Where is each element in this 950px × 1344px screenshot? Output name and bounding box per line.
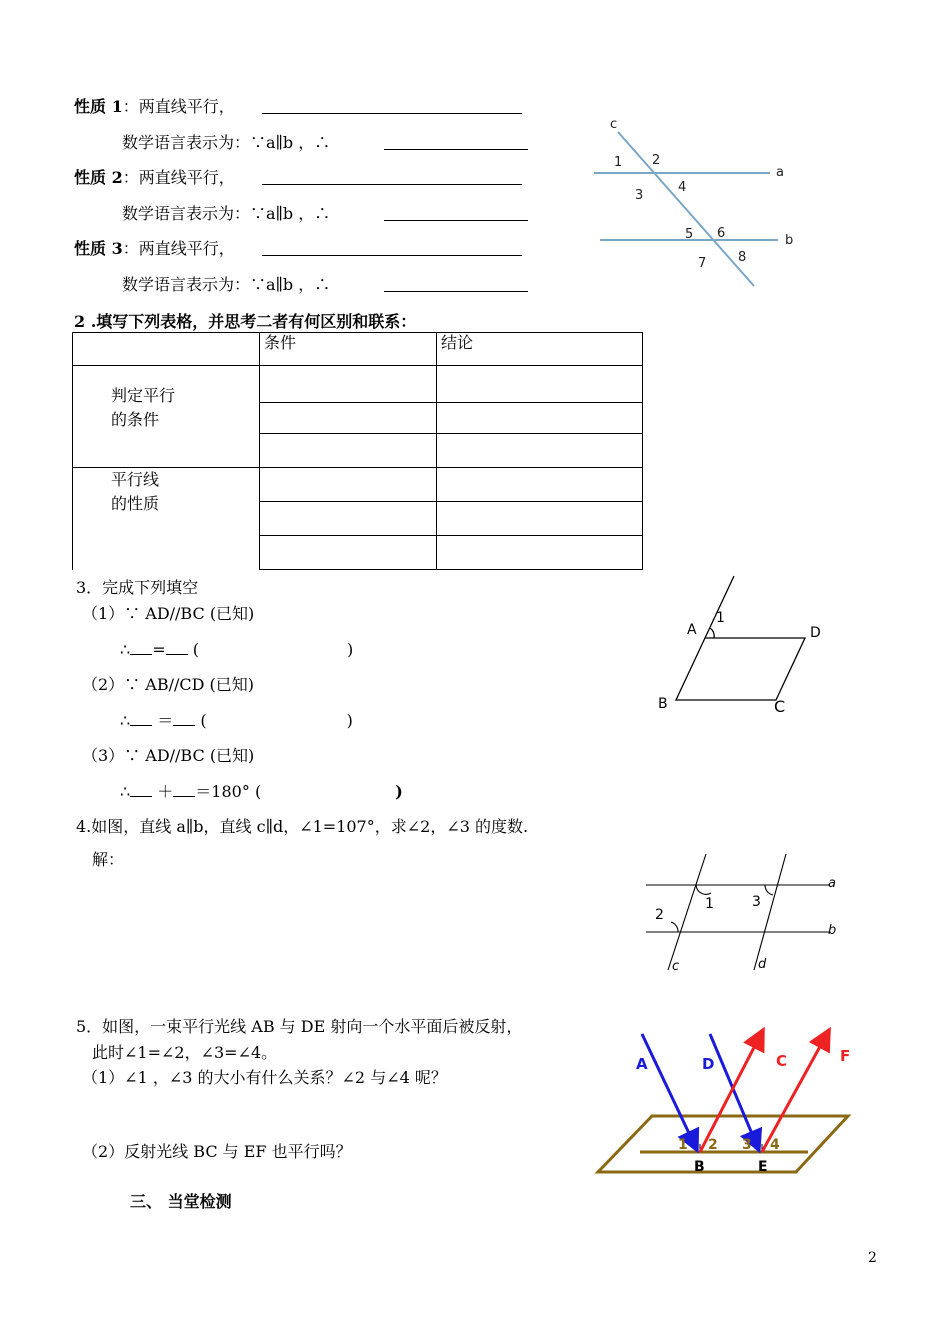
transversal-c: [618, 132, 754, 286]
angle-1-arc: [710, 628, 714, 638]
table-cell[interactable]: [260, 366, 437, 403]
problem-4: 4.如图，直线 a∥b，直线 c∥d，∠1=107°，求∠2，∠3 的度数.: [76, 817, 529, 836]
problem-3-2-answer: ∴ ＝ ( ): [120, 711, 353, 730]
light-reflection-figure: [590, 1018, 860, 1188]
blank-line[interactable]: [384, 277, 528, 292]
problem-5-question-1: （1）∠1 ，∠3 的大小有什么关系？∠2 与∠4 呢？: [82, 1068, 447, 1087]
parallelogram-abcd: [676, 638, 805, 700]
problem-3-1-answer: ∴ = ( ): [120, 640, 354, 659]
blank-angle[interactable]: [166, 640, 188, 655]
math-expression: 数学语言表示为：∵a∥b ，∴: [122, 133, 331, 152]
blank-angle[interactable]: [173, 782, 195, 797]
table-cell[interactable]: [437, 366, 643, 403]
angle-1-arc: [696, 885, 711, 894]
table-cell[interactable]: [437, 468, 643, 502]
section-check-title: 三、 当堂检测: [130, 1192, 232, 1211]
point-label-b: B: [694, 1159, 705, 1175]
angle-label-1: 1: [705, 896, 714, 912]
angle-label-1: 1: [716, 610, 725, 626]
blank-line[interactable]: [384, 206, 528, 221]
problem-3-3-answer: ∴ ＋ ＝180° ( ): [120, 782, 403, 801]
row-parallel-conditions: 判定平行 的条件: [73, 366, 260, 468]
angle-label-5: 5: [685, 227, 694, 242]
label-a: a: [828, 876, 836, 891]
property-1-label: 性质 1：两直线平行，: [74, 97, 235, 116]
angle-3-arc: [765, 885, 773, 895]
line-d: [754, 854, 786, 970]
blank-line[interactable]: [262, 99, 522, 114]
angle-label-3: 3: [752, 894, 761, 910]
label-c: c: [610, 117, 618, 132]
label-c: C: [776, 1052, 788, 1070]
label-c: c: [672, 959, 680, 974]
table-cell[interactable]: [437, 502, 643, 536]
angle-label-7: 7: [698, 256, 707, 271]
table-header-empty: [73, 333, 260, 366]
section-3-title: 3．完成下列填空: [76, 578, 199, 597]
problem-5-question-2: （2）反射光线 BC 与 EF 也平行吗？: [82, 1142, 352, 1161]
table-cell[interactable]: [260, 502, 437, 536]
table-cell[interactable]: [260, 403, 437, 434]
blank-angle[interactable]: [130, 782, 152, 797]
section-2-title: 2 .填写下列表格，并思考二者有何区别和联系：: [74, 312, 417, 331]
angle-label-2: 2: [708, 1137, 718, 1153]
angle-label-4: 4: [678, 180, 687, 195]
horizontal-plane: [598, 1116, 848, 1172]
vertex-label-a: A: [687, 622, 697, 638]
problem-3-1-given: （1）∵ AD//BC (已知): [82, 604, 255, 623]
vertex-label-d: D: [810, 625, 821, 641]
blank-angle[interactable]: [130, 640, 152, 655]
table-header-conclusion: 结论: [437, 333, 643, 366]
comparison-table: [72, 332, 643, 570]
label-a: A: [636, 1055, 648, 1073]
vertex-label-b: B: [658, 696, 668, 712]
angle-label-8: 8: [738, 250, 747, 265]
property-3-label: 性质 3：两直线平行，: [74, 239, 235, 258]
reflected-ray-ef: [762, 1032, 828, 1152]
table-cell[interactable]: [260, 468, 437, 502]
label-d: d: [758, 957, 767, 972]
angle-label-1: 1: [678, 1137, 688, 1153]
vertex-label-c: C: [774, 697, 786, 716]
table-cell[interactable]: [437, 403, 643, 434]
incident-ray-ab: [642, 1034, 696, 1148]
table-cell[interactable]: [437, 536, 643, 570]
blank-line[interactable]: [262, 241, 522, 256]
angle-label-3: 3: [635, 188, 644, 203]
math-expression: 数学语言表示为：∵a∥b ，∴: [122, 204, 331, 223]
solution-label: 解：: [92, 850, 125, 869]
blank-line[interactable]: [384, 135, 528, 150]
angle-label-4: 4: [770, 1137, 780, 1153]
problem-3-2-given: （2）∵ AB//CD (已知): [82, 675, 255, 694]
problem-3-3-given: （3）∵ AD//BC (已知): [82, 746, 255, 765]
blank-angle[interactable]: [130, 711, 152, 726]
row-parallel-properties: 平行线 的性质: [73, 468, 260, 570]
angle-2-arc: [671, 922, 678, 932]
table-header-condition: 条件: [260, 333, 437, 366]
two-pairs-parallel-figure: [640, 850, 850, 980]
label-b: b: [785, 233, 794, 248]
extended-line: [705, 576, 734, 638]
angle-label-1: 1: [614, 155, 623, 170]
parallelogram-figure: [650, 570, 840, 720]
line-c: [668, 854, 706, 970]
problem-5-line2: 此时∠1=∠2，∠3=∠4。: [92, 1043, 278, 1062]
label-a: a: [776, 165, 784, 180]
table-cell[interactable]: [260, 536, 437, 570]
label-f: F: [840, 1047, 851, 1065]
label-d: D: [702, 1055, 715, 1073]
blank-angle[interactable]: [173, 711, 195, 726]
problem-5-line1: 5．如图，一束平行光线 AB 与 DE 射向一个水平面后被反射，: [76, 1017, 523, 1036]
angle-label-6: 6: [717, 226, 726, 241]
angle-label-2: 2: [652, 153, 661, 168]
angle-label-2: 2: [655, 907, 664, 923]
page-number: 2: [868, 1250, 877, 1266]
blank-line[interactable]: [262, 170, 522, 185]
angle-label-3: 3: [742, 1137, 752, 1153]
math-expression: 数学语言表示为：∵a∥b ，∴: [122, 275, 331, 294]
parallel-lines-figure: [590, 110, 810, 295]
label-b: b: [828, 923, 837, 938]
property-2-label: 性质 2：两直线平行，: [74, 168, 235, 187]
table-cell[interactable]: [260, 434, 437, 468]
point-label-e: E: [758, 1159, 768, 1175]
table-cell[interactable]: [437, 434, 643, 468]
